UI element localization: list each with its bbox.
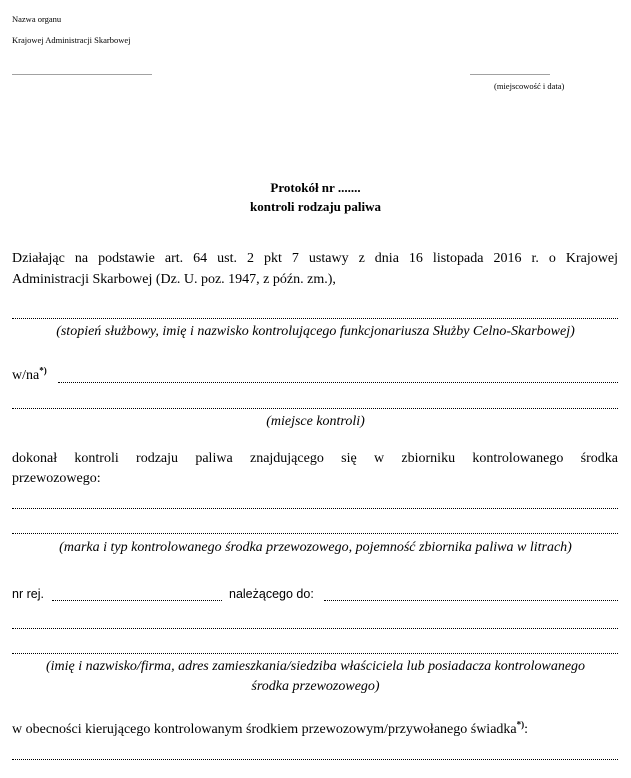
vehicle-field-1[interactable] [12, 508, 618, 509]
officer-field[interactable] [12, 318, 618, 319]
place-prefix [12, 365, 47, 384]
control-line-1: dokonał kontroli rodzaju paliwa znajdującego się w zbiorniku kontrolowanego środka [12, 451, 618, 466]
place-caption: (miejsce kontroli) [266, 414, 365, 429]
organ-dots-line: ...................................................................... [12, 68, 152, 77]
owner-caption-line-2: środka przewozowego) [251, 679, 380, 694]
presence-label: w obecności kierującego kontrolowanym środkiem przewozowym/przywołanego świadka [12, 722, 517, 737]
vehicle-caption: (marka i typ kontrolowanego środka przewozowego, pojemność zbiornika paliwa w litrach) [59, 540, 572, 555]
presence-footnote-mark: *) [516, 719, 525, 730]
registration-field[interactable] [52, 600, 222, 601]
organ-label: Nazwa organu [12, 14, 62, 24]
officer-caption: (stopień służbowy, imię i nazwisko kontrolującego funkcjonariusza Służby Celno-Skarbowej) [56, 324, 575, 339]
control-line-2: przewozowego: [12, 471, 101, 486]
intro-line-2: Administracji Skarbowej (Dz. U. poz. 1947, z późn. zm.), [12, 272, 336, 287]
registration-label: nr rej. [12, 587, 44, 601]
place-field-1[interactable] [58, 382, 618, 383]
owner-field-3[interactable] [12, 653, 618, 654]
owner-field-1[interactable] [324, 600, 618, 601]
place-field-2[interactable] [12, 408, 618, 409]
place-footnote-mark: *) [39, 365, 47, 376]
vehicle-field-2[interactable] [12, 533, 618, 534]
owner-label: należącego do: [229, 587, 314, 601]
protocol-subtitle: kontroli rodzaju paliwa [250, 199, 381, 214]
intro-line-1: Działając na podstawie art. 64 ust. 2 pkt 7 ustawy z dnia 16 listopada 2016 r. o Krajowej [12, 251, 618, 266]
owner-caption-line-1: (imię i nazwisko/firma, adres zamieszkania/siedziba właściciela lub posiadacza kontrolowanego [45, 659, 586, 674]
place-prefix-label: w/na [12, 368, 40, 383]
place-date-label: (miejscowość i data) [494, 81, 565, 91]
presence-text [12, 719, 529, 738]
owner-field-2[interactable] [12, 628, 618, 629]
protocol-title: Protokół nr ....... [270, 180, 361, 195]
presence-colon: : [524, 722, 529, 737]
place-date-dots-line: ........................................ [470, 68, 550, 77]
organ-name: Krajowej Administracji Skarbowej [12, 35, 131, 45]
presence-field[interactable] [12, 759, 618, 760]
